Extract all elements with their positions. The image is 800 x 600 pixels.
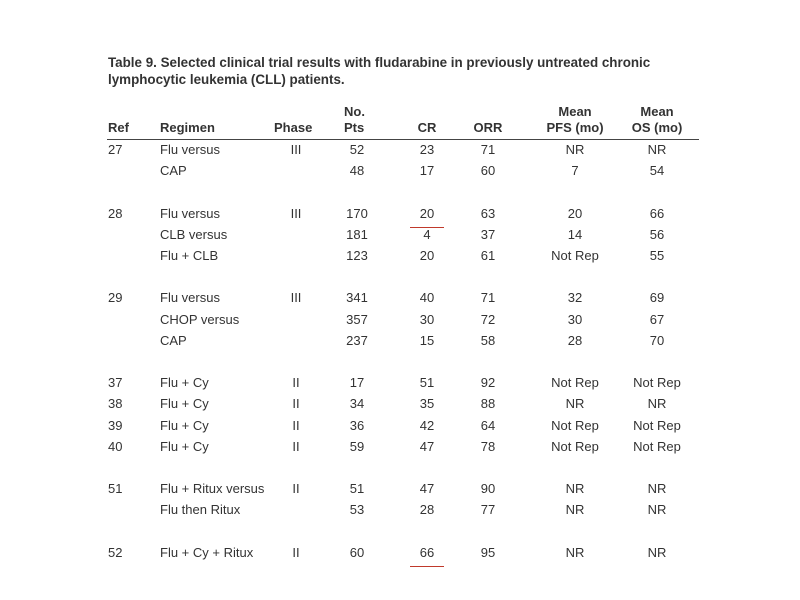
cell-pfs: Not Rep (551, 375, 599, 391)
cell-phase: II (292, 544, 300, 560)
cell-orr: 92 (480, 375, 496, 391)
header-regimen: Regimen (160, 120, 215, 135)
cell-os: NR (647, 502, 667, 518)
cell-os: NR (647, 142, 667, 157)
cell-os: NR (647, 481, 667, 497)
cell-os: NR (647, 396, 667, 412)
cell-regimen: Flu versus (160, 205, 220, 221)
cell-cr: 35 (419, 396, 435, 412)
cell-ref: 38 (108, 396, 123, 412)
cell-pfs: NR (565, 481, 585, 497)
cell-cr: 4 (423, 226, 431, 242)
header-pfs-line1: Mean (558, 104, 592, 119)
header-orr: ORR (473, 120, 503, 135)
cell-phase: III (290, 142, 302, 157)
cell-pts: 53 (349, 502, 365, 518)
cell-phase: II (292, 375, 300, 391)
cell-orr: 71 (480, 142, 496, 157)
cell-ref: 28 (108, 205, 123, 221)
cell-os: 69 (649, 290, 665, 306)
cell-regimen: CHOP versus (160, 311, 240, 327)
header-os-line1: Mean (640, 104, 674, 119)
cell-regimen: Flu then Ritux (160, 502, 241, 518)
cell-os: 66 (649, 205, 665, 221)
cell-cr: 30 (419, 311, 435, 327)
cell-pfs: Not Rep (551, 438, 599, 454)
header-pfs-line2: PFS (mo) (546, 120, 604, 135)
cell-regimen: CLB versus (160, 226, 228, 242)
cell-phase: II (292, 417, 300, 433)
cell-ref: 37 (108, 375, 123, 391)
cell-orr: 78 (480, 438, 496, 454)
cell-cr: 15 (419, 332, 435, 348)
cell-pts: 52 (349, 142, 365, 157)
cell-regimen: Flu versus (160, 290, 220, 306)
cell-os: Not Rep (633, 375, 681, 391)
header-phase: Phase (274, 120, 313, 135)
cell-pfs: Not Rep (551, 248, 599, 263)
cell-pfs: NR (565, 396, 585, 412)
cell-regimen: Flu + Cy + Ritux (160, 544, 254, 560)
cell-cr: 23 (419, 142, 435, 157)
cell-pfs: 30 (567, 311, 583, 327)
cell-orr: 63 (480, 205, 496, 221)
cell-cr: 42 (419, 417, 435, 433)
cell-cr: 28 (419, 502, 435, 518)
cell-os: 54 (649, 163, 665, 179)
cell-orr: 90 (480, 481, 496, 497)
cell-regimen: Flu + Cy (160, 375, 209, 391)
cell-pts: 51 (349, 481, 365, 497)
cell-pts: 170 (346, 205, 368, 221)
cell-cr: 66 (419, 544, 435, 560)
cell-orr: 60 (480, 163, 496, 179)
cell-phase: II (292, 481, 300, 497)
cell-cr: 20 (419, 205, 435, 221)
cell-os: 56 (649, 226, 665, 242)
cell-phase: III (290, 290, 302, 306)
cell-pts: 357 (346, 311, 368, 327)
cell-os: NR (647, 544, 667, 560)
red-underline-annotation (410, 566, 444, 567)
cell-pfs: Not Rep (551, 417, 599, 433)
cell-os: Not Rep (633, 438, 681, 454)
cell-orr: 37 (480, 226, 496, 242)
cell-regimen: Flu + CLB (160, 248, 219, 263)
cell-regimen: Flu versus (160, 142, 220, 157)
cell-orr: 64 (480, 417, 496, 433)
header-os-line2: OS (mo) (631, 120, 683, 135)
cell-pfs: NR (565, 502, 585, 518)
cell-ref: 40 (108, 438, 123, 454)
cell-pts: 123 (346, 248, 368, 263)
cell-orr: 61 (480, 248, 496, 263)
cell-pts: 341 (346, 290, 368, 306)
cell-ref: 52 (108, 544, 123, 560)
cell-pts: 60 (349, 544, 365, 560)
cell-regimen: Flu + Ritux versus (160, 481, 265, 497)
cell-orr: 95 (480, 544, 496, 560)
cell-pts: 237 (346, 332, 368, 348)
cell-regimen: Flu + Cy (160, 417, 209, 433)
cell-pts: 17 (349, 375, 365, 391)
cell-orr: 72 (480, 311, 496, 327)
cell-pts: 181 (346, 226, 368, 242)
cell-regimen: Flu + Cy (160, 396, 209, 412)
cell-pfs: 7 (571, 163, 579, 179)
cell-regimen: CAP (160, 163, 187, 179)
cell-pts: 34 (349, 396, 365, 412)
cell-cr: 40 (419, 290, 435, 306)
header-rule (107, 139, 699, 140)
cell-pts: 36 (349, 417, 365, 433)
cell-orr: 77 (480, 502, 496, 518)
cell-regimen: Flu + Cy (160, 438, 209, 454)
cell-ref: 39 (108, 417, 123, 433)
cell-orr: 88 (480, 396, 496, 412)
cell-ref: 29 (108, 290, 123, 306)
header-cr: CR (417, 120, 437, 135)
cell-os: Not Rep (633, 417, 681, 433)
header-pts-line2: Pts (344, 120, 365, 135)
cell-cr: 47 (419, 481, 435, 497)
cell-pfs: NR (565, 142, 585, 157)
cell-cr: 17 (419, 163, 435, 179)
cell-cr: 20 (419, 248, 435, 263)
cell-pfs: NR (565, 544, 585, 560)
cell-os: 55 (649, 248, 665, 263)
cell-cr: 47 (419, 438, 435, 454)
cell-phase: III (290, 205, 302, 221)
cell-pfs: 32 (567, 290, 583, 306)
cell-ref: 51 (108, 481, 123, 497)
cell-pts: 59 (349, 438, 365, 454)
cell-orr: 71 (480, 290, 496, 306)
cell-ref: 27 (108, 142, 123, 157)
cell-pts: 48 (349, 163, 365, 179)
cell-os: 67 (649, 311, 665, 327)
cell-cr: 51 (419, 375, 435, 391)
header-ref: Ref (108, 120, 129, 135)
cell-regimen: CAP (160, 332, 187, 348)
cell-pfs: 20 (567, 205, 583, 221)
header-pts-line1: No. (344, 104, 365, 119)
cell-phase: II (292, 396, 300, 412)
cell-orr: 58 (480, 332, 496, 348)
cell-phase: II (292, 438, 300, 454)
cell-pfs: 28 (567, 332, 583, 348)
cell-pfs: 14 (567, 226, 583, 242)
cell-os: 70 (649, 332, 665, 348)
table-caption: Table 9. Selected clinical trial results with fludarabine in previously untreated chronic lymphocytic leukemia (CLL) patients. (108, 55, 651, 87)
